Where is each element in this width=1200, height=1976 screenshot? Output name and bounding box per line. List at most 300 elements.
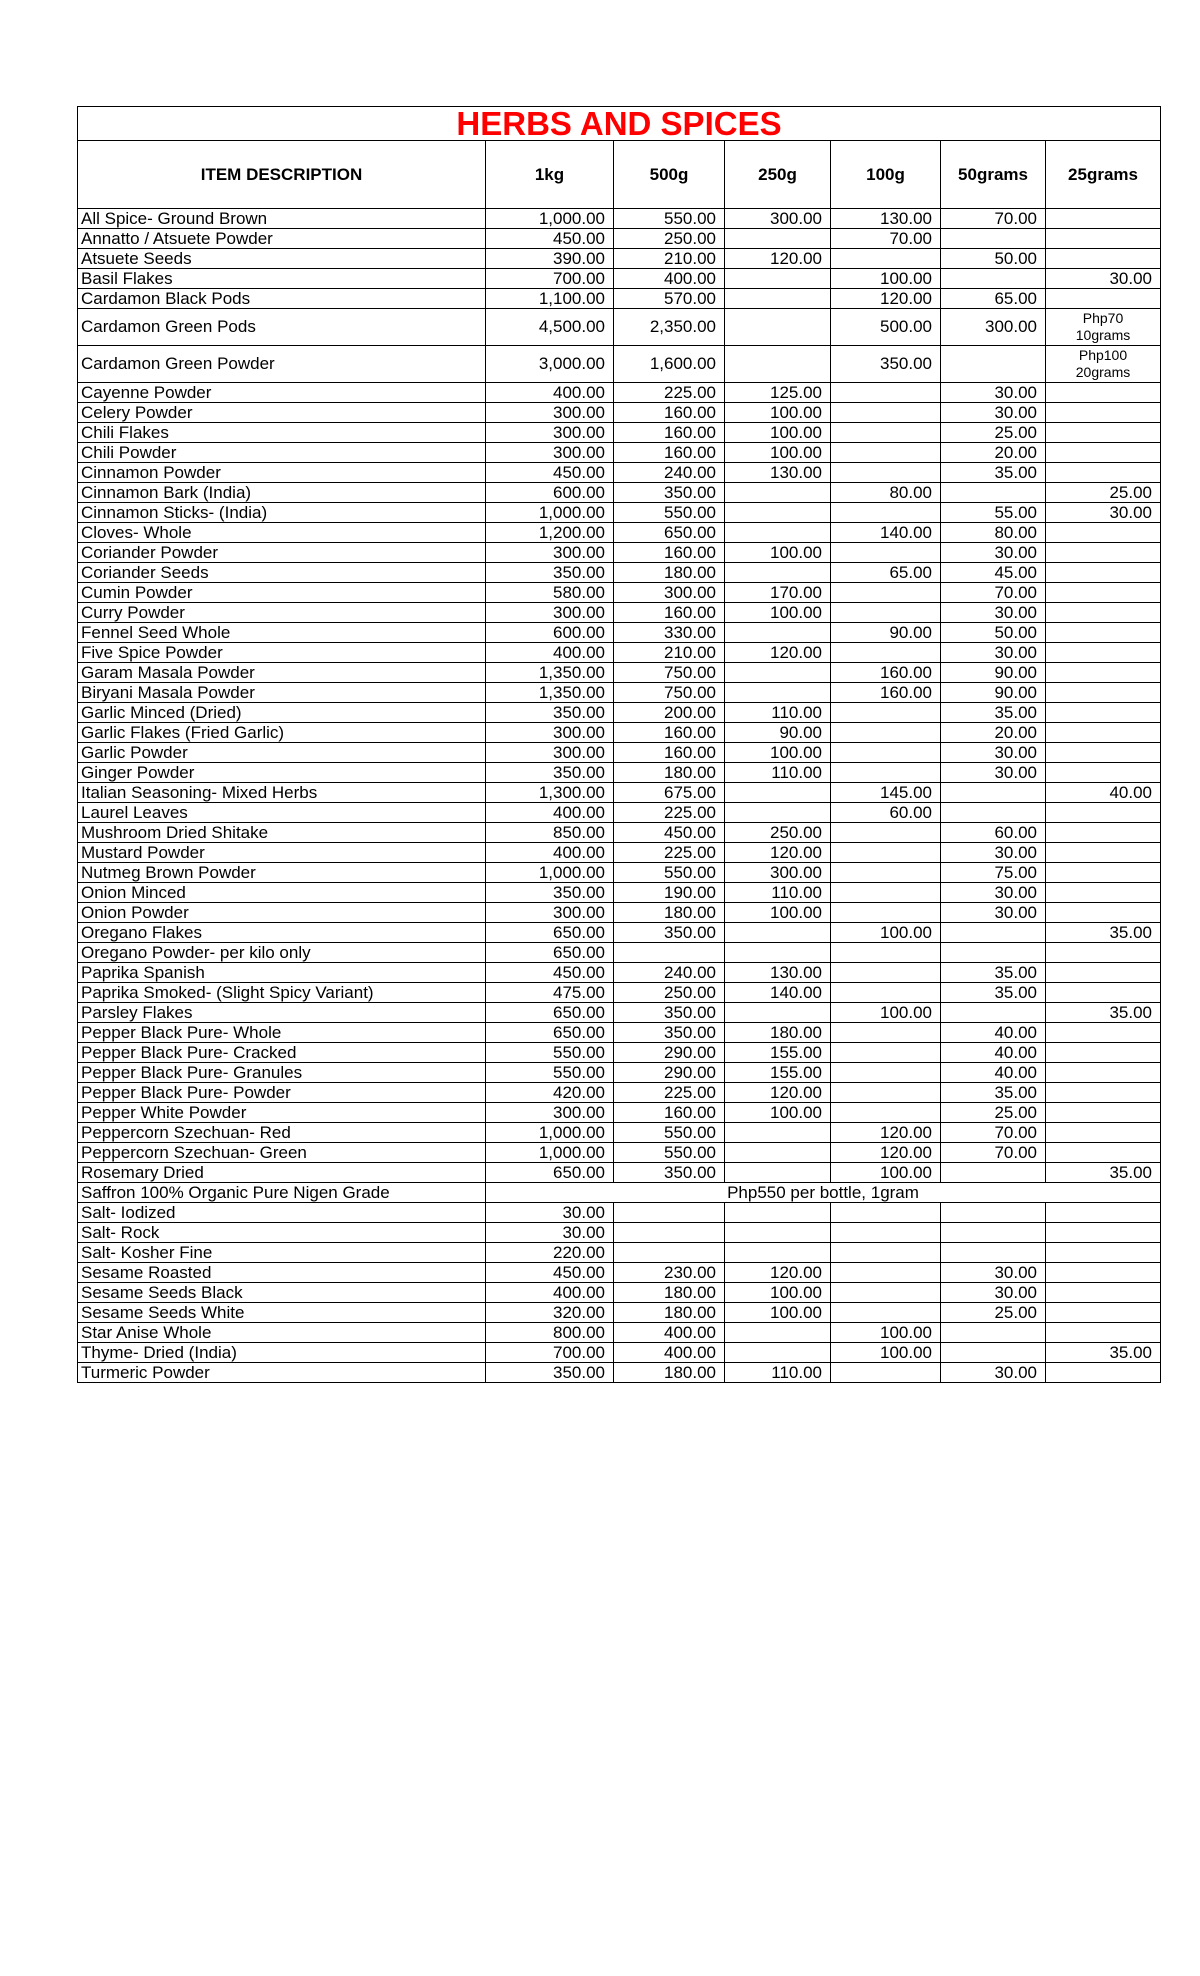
price-100g bbox=[831, 863, 941, 883]
price-250g: 100.00 bbox=[725, 1303, 831, 1323]
price-1kg: 700.00 bbox=[486, 269, 614, 289]
price-25grams bbox=[1046, 943, 1161, 963]
note-line: Php100 bbox=[1078, 347, 1128, 363]
price-250g bbox=[725, 483, 831, 503]
price-1kg: 850.00 bbox=[486, 823, 614, 843]
price-500g: 750.00 bbox=[614, 683, 725, 703]
price-250g: 100.00 bbox=[725, 743, 831, 763]
price-25grams bbox=[1046, 643, 1161, 663]
table-row bbox=[78, 229, 1161, 249]
price-250g bbox=[725, 1343, 831, 1363]
price-25grams bbox=[1046, 983, 1161, 1003]
price-25grams bbox=[1046, 403, 1161, 423]
item-description: Rosemary Dried bbox=[78, 1163, 486, 1183]
price-50grams: 45.00 bbox=[941, 563, 1046, 583]
price-250g: 100.00 bbox=[725, 603, 831, 623]
price-25grams bbox=[1046, 423, 1161, 443]
price-100g bbox=[831, 1083, 941, 1103]
price-500g: 190.00 bbox=[614, 883, 725, 903]
item-description: Pepper Black Pure- Powder bbox=[78, 1083, 486, 1103]
price-50grams: 30.00 bbox=[941, 903, 1046, 923]
table-row bbox=[78, 803, 1161, 823]
item-description: Oregano Powder- per kilo only bbox=[78, 943, 486, 963]
table-row bbox=[78, 1363, 1161, 1383]
table-row bbox=[78, 289, 1161, 309]
price-50grams: 35.00 bbox=[941, 963, 1046, 983]
price-500g: 290.00 bbox=[614, 1063, 725, 1083]
price-500g: 160.00 bbox=[614, 543, 725, 563]
price-250g: 300.00 bbox=[725, 209, 831, 229]
price-50grams bbox=[941, 923, 1046, 943]
price-50grams bbox=[941, 346, 1046, 383]
table-row bbox=[78, 1043, 1161, 1063]
item-description: Oregano Flakes bbox=[78, 923, 486, 943]
item-description: Cinnamon Sticks- (India) bbox=[78, 503, 486, 523]
price-500g: 350.00 bbox=[614, 483, 725, 503]
price-500g: 160.00 bbox=[614, 1103, 725, 1123]
price-1kg: 650.00 bbox=[486, 1163, 614, 1183]
item-description: Chili Flakes bbox=[78, 423, 486, 443]
price-500g: 225.00 bbox=[614, 1083, 725, 1103]
table-row bbox=[78, 703, 1161, 723]
price-25grams bbox=[1046, 523, 1161, 543]
price-250g: 100.00 bbox=[725, 443, 831, 463]
price-1kg: 450.00 bbox=[486, 963, 614, 983]
item-description: Salt- Iodized bbox=[78, 1203, 486, 1223]
price-100g bbox=[831, 249, 941, 269]
table-row bbox=[78, 1143, 1161, 1163]
price-100g bbox=[831, 383, 941, 403]
price-250g: 120.00 bbox=[725, 1083, 831, 1103]
price-500g: 180.00 bbox=[614, 903, 725, 923]
price-50grams bbox=[941, 1223, 1046, 1243]
price-250g: 110.00 bbox=[725, 1363, 831, 1383]
item-description: Basil Flakes bbox=[78, 269, 486, 289]
price-1kg: 1,350.00 bbox=[486, 663, 614, 683]
item-description: Turmeric Powder bbox=[78, 1363, 486, 1383]
price-250g bbox=[725, 563, 831, 583]
price-250g: 100.00 bbox=[725, 403, 831, 423]
table-row bbox=[78, 923, 1161, 943]
price-25grams bbox=[1046, 1303, 1161, 1323]
price-100g: 60.00 bbox=[831, 803, 941, 823]
price-1kg: 450.00 bbox=[486, 229, 614, 249]
price-1kg: 1,000.00 bbox=[486, 1123, 614, 1143]
price-250g bbox=[725, 289, 831, 309]
price-100g bbox=[831, 903, 941, 923]
item-description: Thyme- Dried (India) bbox=[78, 1343, 486, 1363]
price-50grams: 30.00 bbox=[941, 1283, 1046, 1303]
price-25grams bbox=[1046, 743, 1161, 763]
price-50grams: 35.00 bbox=[941, 983, 1046, 1003]
table-row bbox=[78, 683, 1161, 703]
price-50grams: 30.00 bbox=[941, 1363, 1046, 1383]
price-250g: 90.00 bbox=[725, 723, 831, 743]
price-50grams: 300.00 bbox=[941, 309, 1046, 346]
price-50grams: 80.00 bbox=[941, 523, 1046, 543]
price-100g: 100.00 bbox=[831, 923, 941, 943]
price-500g: 240.00 bbox=[614, 963, 725, 983]
price-500g: 350.00 bbox=[614, 1163, 725, 1183]
table-row bbox=[78, 1343, 1161, 1363]
price-50grams: 70.00 bbox=[941, 209, 1046, 229]
table-row bbox=[78, 1083, 1161, 1103]
item-description: Biryani Masala Powder bbox=[78, 683, 486, 703]
price-50grams bbox=[941, 943, 1046, 963]
price-100g: 100.00 bbox=[831, 1163, 941, 1183]
price-1kg: 1,000.00 bbox=[486, 209, 614, 229]
price-250g: 120.00 bbox=[725, 249, 831, 269]
table-row bbox=[78, 603, 1161, 623]
price-250g bbox=[725, 1163, 831, 1183]
column-header-25grams: 25grams bbox=[1046, 141, 1161, 209]
price-100g bbox=[831, 703, 941, 723]
price-25grams bbox=[1046, 963, 1161, 983]
price-250g bbox=[725, 663, 831, 683]
price-25grams bbox=[1046, 663, 1161, 683]
price-250g: 180.00 bbox=[725, 1023, 831, 1043]
price-1kg: 390.00 bbox=[486, 249, 614, 269]
price-1kg: 1,000.00 bbox=[486, 863, 614, 883]
price-500g: 350.00 bbox=[614, 1023, 725, 1043]
price-250g bbox=[725, 1143, 831, 1163]
table-row bbox=[78, 563, 1161, 583]
item-description: Chili Powder bbox=[78, 443, 486, 463]
price-50grams: 90.00 bbox=[941, 683, 1046, 703]
price-500g bbox=[614, 1223, 725, 1243]
item-description: Coriander Seeds bbox=[78, 563, 486, 583]
price-50grams bbox=[941, 1323, 1046, 1343]
price-250g: 250.00 bbox=[725, 823, 831, 843]
price-250g: 155.00 bbox=[725, 1043, 831, 1063]
table-row bbox=[78, 209, 1161, 229]
price-100g bbox=[831, 943, 941, 963]
price-250g bbox=[725, 943, 831, 963]
price-50grams bbox=[941, 1163, 1046, 1183]
price-250g bbox=[725, 523, 831, 543]
price-1kg: 300.00 bbox=[486, 423, 614, 443]
item-description: Laurel Leaves bbox=[78, 803, 486, 823]
price-25grams bbox=[1046, 1123, 1161, 1143]
price-1kg: 580.00 bbox=[486, 583, 614, 603]
price-250g bbox=[725, 229, 831, 249]
item-description: Peppercorn Szechuan- Green bbox=[78, 1143, 486, 1163]
price-25grams bbox=[1046, 1043, 1161, 1063]
price-250g bbox=[725, 623, 831, 643]
price-100g: 120.00 bbox=[831, 1143, 941, 1163]
price-50grams: 65.00 bbox=[941, 289, 1046, 309]
price-250g bbox=[725, 1123, 831, 1143]
price-50grams: 30.00 bbox=[941, 743, 1046, 763]
price-250g: 300.00 bbox=[725, 863, 831, 883]
item-description: Pepper Black Pure- Cracked bbox=[78, 1043, 486, 1063]
note-line: 10grams bbox=[1075, 327, 1131, 343]
price-500g: 330.00 bbox=[614, 623, 725, 643]
table-row bbox=[78, 643, 1161, 663]
price-250g bbox=[725, 923, 831, 943]
item-description: Cayenne Powder bbox=[78, 383, 486, 403]
item-description: Sesame Seeds Black bbox=[78, 1283, 486, 1303]
price-25grams bbox=[1046, 1363, 1161, 1383]
price-100g bbox=[831, 583, 941, 603]
price-1kg: 320.00 bbox=[486, 1303, 614, 1323]
column-header-item-description: ITEM DESCRIPTION bbox=[78, 141, 486, 209]
price-500g: 180.00 bbox=[614, 563, 725, 583]
price-500g: 160.00 bbox=[614, 743, 725, 763]
price-500g: 2,350.00 bbox=[614, 309, 725, 346]
price-1kg: 300.00 bbox=[486, 543, 614, 563]
price-250g: 100.00 bbox=[725, 903, 831, 923]
table-row bbox=[78, 1023, 1161, 1043]
price-250g: 110.00 bbox=[725, 763, 831, 783]
price-500g: 550.00 bbox=[614, 863, 725, 883]
column-header-100g: 100g bbox=[831, 141, 941, 209]
item-description: Cardamon Green Pods bbox=[78, 309, 486, 346]
price-100g: 160.00 bbox=[831, 683, 941, 703]
price-250g: 100.00 bbox=[725, 1103, 831, 1123]
item-description: Sesame Seeds White bbox=[78, 1303, 486, 1323]
table-row bbox=[78, 269, 1161, 289]
price-500g: 570.00 bbox=[614, 289, 725, 309]
item-description: Onion Powder bbox=[78, 903, 486, 923]
price-500g: 650.00 bbox=[614, 523, 725, 543]
item-description: Cloves- Whole bbox=[78, 523, 486, 543]
price-25grams-note bbox=[1046, 346, 1161, 383]
item-description: Pepper White Powder bbox=[78, 1103, 486, 1123]
table-row bbox=[78, 503, 1161, 523]
price-1kg: 400.00 bbox=[486, 643, 614, 663]
price-50grams bbox=[941, 803, 1046, 823]
price-1kg: 650.00 bbox=[486, 1003, 614, 1023]
price-25grams bbox=[1046, 703, 1161, 723]
price-25grams: 25.00 bbox=[1046, 483, 1161, 503]
table-row bbox=[78, 1243, 1161, 1263]
item-description: Ginger Powder bbox=[78, 763, 486, 783]
price-50grams: 50.00 bbox=[941, 249, 1046, 269]
price-50grams: 90.00 bbox=[941, 663, 1046, 683]
price-50grams: 25.00 bbox=[941, 423, 1046, 443]
note-line: 20grams bbox=[1075, 364, 1131, 380]
price-250g bbox=[725, 503, 831, 523]
price-1kg: 4,500.00 bbox=[486, 309, 614, 346]
item-description: Atsuete Seeds bbox=[78, 249, 486, 269]
price-1kg: 650.00 bbox=[486, 1023, 614, 1043]
price-25grams: 35.00 bbox=[1046, 1003, 1161, 1023]
price-50grams bbox=[941, 1343, 1046, 1363]
price-25grams bbox=[1046, 289, 1161, 309]
price-500g: 250.00 bbox=[614, 229, 725, 249]
price-50grams: 25.00 bbox=[941, 1303, 1046, 1323]
price-100g bbox=[831, 1283, 941, 1303]
price-100g bbox=[831, 963, 941, 983]
column-header-50grams: 50grams bbox=[941, 141, 1046, 209]
price-1kg: 30.00 bbox=[486, 1223, 614, 1243]
table-row bbox=[78, 463, 1161, 483]
price-50grams: 30.00 bbox=[941, 763, 1046, 783]
table-row bbox=[78, 543, 1161, 563]
item-description: Italian Seasoning- Mixed Herbs bbox=[78, 783, 486, 803]
table-row bbox=[78, 823, 1161, 843]
price-100g bbox=[831, 883, 941, 903]
price-25grams bbox=[1046, 863, 1161, 883]
item-description: Star Anise Whole bbox=[78, 1323, 486, 1343]
price-100g: 100.00 bbox=[831, 1323, 941, 1343]
price-250g bbox=[725, 1323, 831, 1343]
price-25grams: 35.00 bbox=[1046, 1343, 1161, 1363]
price-25grams: 30.00 bbox=[1046, 269, 1161, 289]
item-description: Onion Minced bbox=[78, 883, 486, 903]
price-100g bbox=[831, 1203, 941, 1223]
price-1kg: 30.00 bbox=[486, 1203, 614, 1223]
price-50grams: 30.00 bbox=[941, 843, 1046, 863]
item-description: Parsley Flakes bbox=[78, 1003, 486, 1023]
table-row bbox=[78, 1203, 1161, 1223]
price-1kg: 400.00 bbox=[486, 1283, 614, 1303]
price-250g: 140.00 bbox=[725, 983, 831, 1003]
price-50grams: 30.00 bbox=[941, 403, 1046, 423]
price-1kg: 3,000.00 bbox=[486, 346, 614, 383]
price-500g: 160.00 bbox=[614, 423, 725, 443]
table-row bbox=[78, 583, 1161, 603]
item-description: Salt- Kosher Fine bbox=[78, 1243, 486, 1263]
price-1kg: 450.00 bbox=[486, 463, 614, 483]
price-50grams bbox=[941, 483, 1046, 503]
price-1kg: 1,300.00 bbox=[486, 783, 614, 803]
price-500g: 210.00 bbox=[614, 249, 725, 269]
price-500g: 180.00 bbox=[614, 1363, 725, 1383]
price-25grams bbox=[1046, 683, 1161, 703]
column-header-1kg: 1kg bbox=[486, 141, 614, 209]
price-1kg: 300.00 bbox=[486, 1103, 614, 1123]
price-500g: 550.00 bbox=[614, 1123, 725, 1143]
price-500g bbox=[614, 1243, 725, 1263]
price-50grams: 20.00 bbox=[941, 443, 1046, 463]
price-1kg: 1,000.00 bbox=[486, 1143, 614, 1163]
price-500g: 400.00 bbox=[614, 269, 725, 289]
price-25grams bbox=[1046, 229, 1161, 249]
price-25grams bbox=[1046, 603, 1161, 623]
price-1kg: 1,350.00 bbox=[486, 683, 614, 703]
price-100g bbox=[831, 503, 941, 523]
price-1kg: 350.00 bbox=[486, 1363, 614, 1383]
price-50grams bbox=[941, 1243, 1046, 1263]
price-100g bbox=[831, 1303, 941, 1323]
price-500g: 675.00 bbox=[614, 783, 725, 803]
price-500g bbox=[614, 1203, 725, 1223]
item-description: Celery Powder bbox=[78, 403, 486, 423]
price-100g bbox=[831, 603, 941, 623]
price-500g: 180.00 bbox=[614, 763, 725, 783]
price-25grams bbox=[1046, 1243, 1161, 1263]
price-1kg: 600.00 bbox=[486, 483, 614, 503]
price-1kg: 300.00 bbox=[486, 403, 614, 423]
item-description: Salt- Rock bbox=[78, 1223, 486, 1243]
price-250g bbox=[725, 1003, 831, 1023]
price-100g bbox=[831, 443, 941, 463]
price-1kg: 400.00 bbox=[486, 803, 614, 823]
price-500g: 350.00 bbox=[614, 1003, 725, 1023]
price-250g: 125.00 bbox=[725, 383, 831, 403]
price-25grams bbox=[1046, 823, 1161, 843]
item-description: Nutmeg Brown Powder bbox=[78, 863, 486, 883]
item-description: Garlic Flakes (Fried Garlic) bbox=[78, 723, 486, 743]
price-25grams bbox=[1046, 763, 1161, 783]
note-line: Php70 bbox=[1082, 310, 1124, 326]
price-1kg: 350.00 bbox=[486, 563, 614, 583]
price-1kg: 1,100.00 bbox=[486, 289, 614, 309]
price-1kg: 300.00 bbox=[486, 603, 614, 623]
price-100g bbox=[831, 743, 941, 763]
price-50grams: 70.00 bbox=[941, 1143, 1046, 1163]
price-1kg: 350.00 bbox=[486, 763, 614, 783]
price-1kg: 700.00 bbox=[486, 1343, 614, 1363]
price-250g bbox=[725, 1223, 831, 1243]
price-50grams: 30.00 bbox=[941, 603, 1046, 623]
price-100g bbox=[831, 1263, 941, 1283]
price-500g: 180.00 bbox=[614, 1303, 725, 1323]
page-title: HERBS AND SPICES bbox=[78, 107, 1161, 141]
price-25grams bbox=[1046, 443, 1161, 463]
price-500g: 550.00 bbox=[614, 209, 725, 229]
price-25grams bbox=[1046, 1263, 1161, 1283]
price-25grams bbox=[1046, 1103, 1161, 1123]
price-250g: 130.00 bbox=[725, 963, 831, 983]
price-50grams: 70.00 bbox=[941, 1123, 1046, 1143]
price-1kg: 650.00 bbox=[486, 943, 614, 963]
price-100g bbox=[831, 1043, 941, 1063]
item-description: Paprika Smoked- (Slight Spicy Variant) bbox=[78, 983, 486, 1003]
price-100g bbox=[831, 1243, 941, 1263]
table-row bbox=[78, 443, 1161, 463]
price-500g: 180.00 bbox=[614, 1283, 725, 1303]
price-25grams: 40.00 bbox=[1046, 783, 1161, 803]
item-description: Curry Powder bbox=[78, 603, 486, 623]
price-50grams: 20.00 bbox=[941, 723, 1046, 743]
price-25grams bbox=[1046, 1023, 1161, 1043]
price-250g bbox=[725, 269, 831, 289]
price-250g: 110.00 bbox=[725, 883, 831, 903]
price-250g: 120.00 bbox=[725, 643, 831, 663]
item-description: Mustard Powder bbox=[78, 843, 486, 863]
price-250g: 100.00 bbox=[725, 543, 831, 563]
price-25grams bbox=[1046, 1083, 1161, 1103]
price-50grams: 30.00 bbox=[941, 1263, 1046, 1283]
table-row bbox=[78, 1263, 1161, 1283]
price-1kg: 300.00 bbox=[486, 743, 614, 763]
price-100g bbox=[831, 643, 941, 663]
price-500g: 750.00 bbox=[614, 663, 725, 683]
price-100g bbox=[831, 1223, 941, 1243]
price-500g: 210.00 bbox=[614, 643, 725, 663]
price-1kg: 650.00 bbox=[486, 923, 614, 943]
price-25grams: 35.00 bbox=[1046, 1163, 1161, 1183]
price-500g bbox=[614, 943, 725, 963]
table-row bbox=[78, 1323, 1161, 1343]
price-250g: 110.00 bbox=[725, 703, 831, 723]
price-50grams bbox=[941, 229, 1046, 249]
price-50grams: 30.00 bbox=[941, 543, 1046, 563]
price-1kg: 550.00 bbox=[486, 1063, 614, 1083]
price-50grams: 75.00 bbox=[941, 863, 1046, 883]
price-250g bbox=[725, 1203, 831, 1223]
item-description: Cardamon Black Pods bbox=[78, 289, 486, 309]
price-500g: 160.00 bbox=[614, 403, 725, 423]
price-100g: 140.00 bbox=[831, 523, 941, 543]
price-100g: 500.00 bbox=[831, 309, 941, 346]
price-100g: 100.00 bbox=[831, 1343, 941, 1363]
price-note: Php550 per bottle, 1gram bbox=[486, 1183, 1161, 1203]
price-25grams bbox=[1046, 1223, 1161, 1243]
